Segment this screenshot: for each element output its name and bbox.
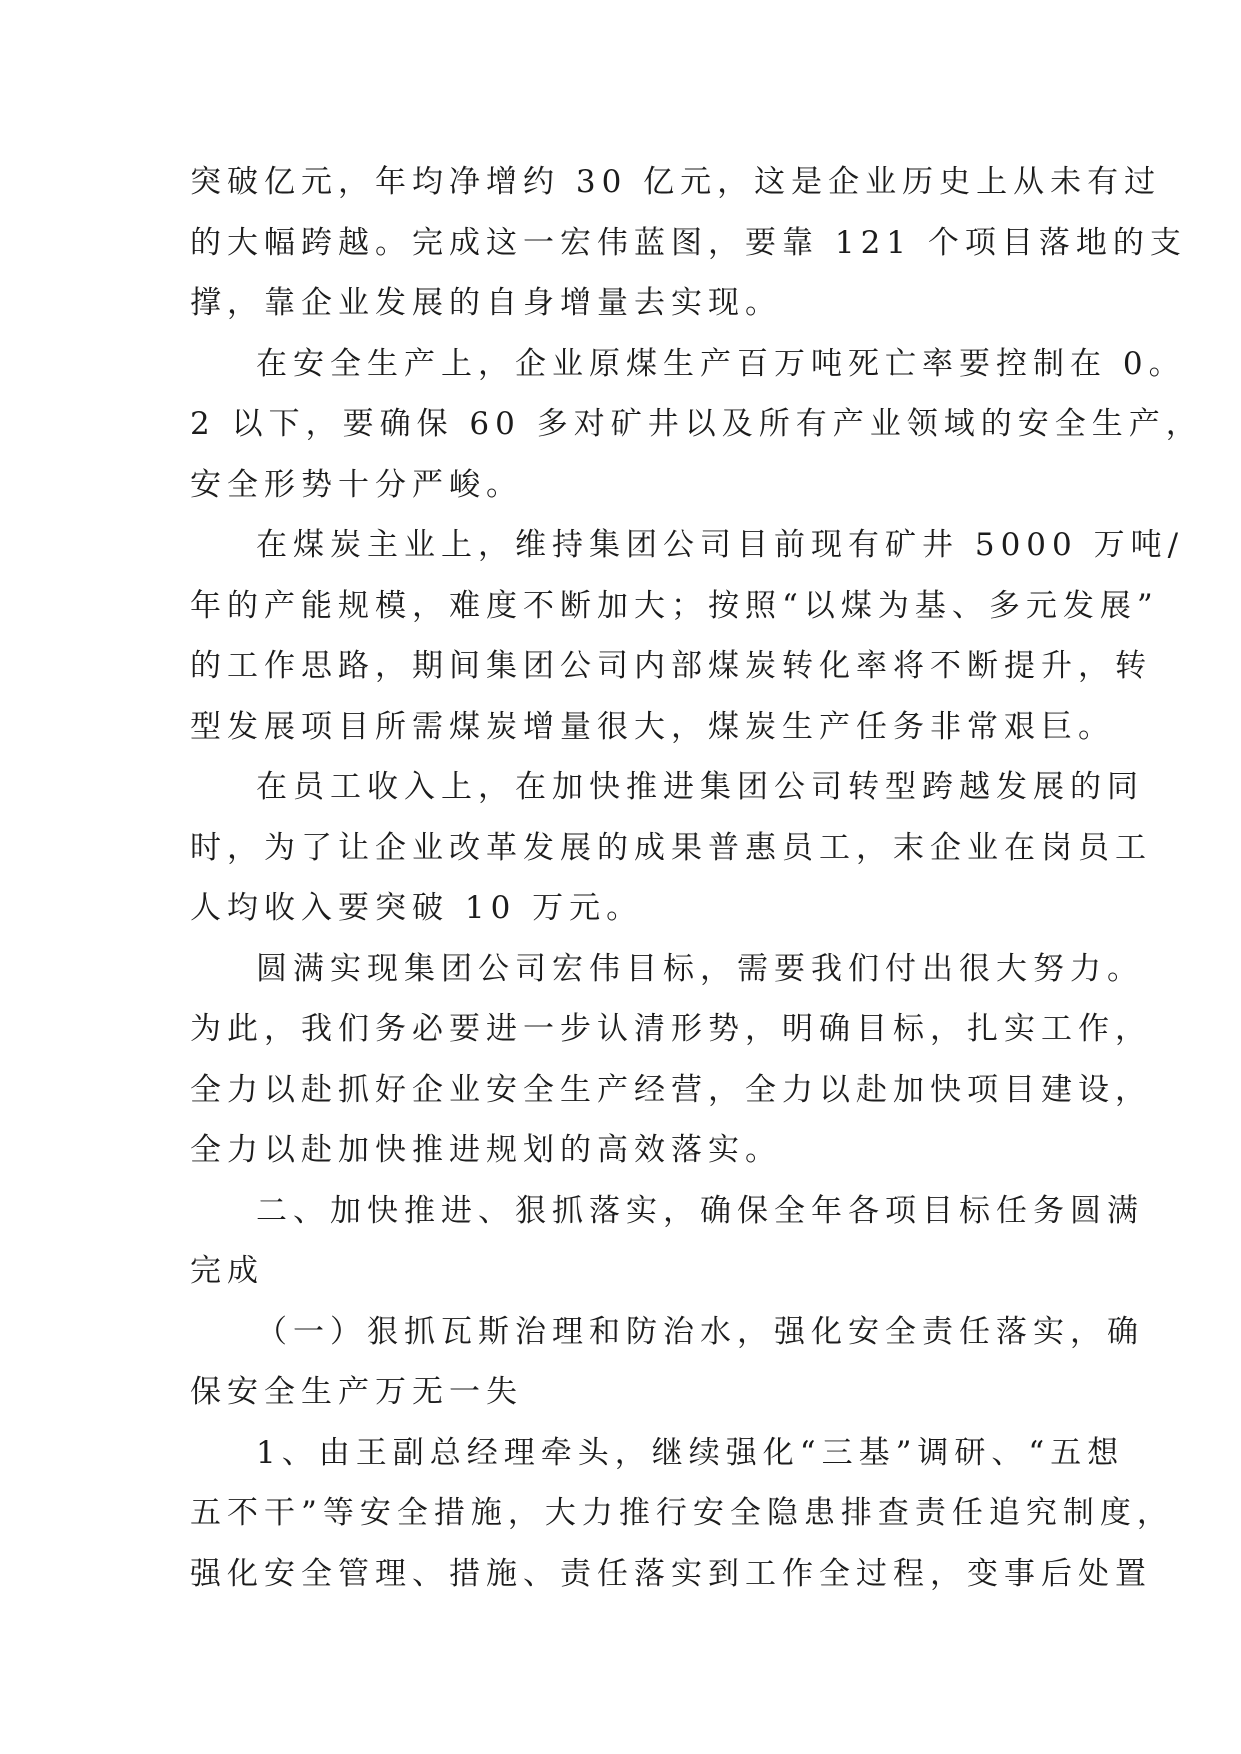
text-line: 全力以赴抓好企业安全生产经营，全力以赴加快项目建设， bbox=[190, 1071, 1152, 1108]
paragraph-start-line: 圆满实现集团公司宏伟目标，需要我们付出很大努力。 bbox=[256, 950, 1144, 987]
text-line: 时，为了让企业改革发展的成果普惠员工，末企业在岗员工 bbox=[190, 829, 1152, 866]
text-line: 的大幅跨越。完成这一宏伟蓝图，要靠 121 个项目落地的支 bbox=[190, 224, 1187, 261]
section-heading-line: 完成 bbox=[190, 1253, 264, 1289]
text-line: 撑，靠企业发展的自身增量去实现。 bbox=[190, 285, 782, 321]
body-text bbox=[190, 152, 1203, 1604]
paragraph-start-line: 1、由王副总经理牵头，继续强化“三基”调研、“五想 bbox=[256, 1434, 1125, 1471]
text-line: 五不干”等安全措施，大力推行安全隐患排查责任追究制度， bbox=[190, 1495, 1174, 1531]
text-line: 的工作思路，期间集团公司内部煤炭转化率将不断提升，转 bbox=[190, 648, 1152, 684]
section-heading-line: 二、加快推进、狠抓落实，确保全年各项目标任务圆满 bbox=[256, 1192, 1144, 1229]
paragraph-start-line: 在煤炭主业上，维持集团公司目前现有矿井 5000 万吨/ bbox=[256, 527, 1185, 563]
text-line: 2 以下，要确保 60 多对矿井以及所有产业领域的安全生产， bbox=[190, 406, 1203, 442]
text-line: 人均收入要突破 10 万元。 bbox=[190, 890, 644, 926]
text-line: 强化安全管理、措施、责任落实到工作全过程，变事后处置 bbox=[190, 1555, 1152, 1592]
text-line: 年的产能规模，难度不断加大；按照“以煤为基、多元发展” bbox=[190, 587, 1159, 624]
subsection-heading-line: （一）狠抓瓦斯治理和防治水，强化安全责任落实，确 bbox=[256, 1313, 1144, 1350]
subsection-heading-line: 保安全生产万无一失 bbox=[190, 1374, 523, 1410]
text-line: 全力以赴加快推进规划的高效落实。 bbox=[190, 1132, 782, 1168]
text-line: 突破亿元，年均净增约 30 亿元，这是企业历史上从未有过 bbox=[190, 164, 1162, 200]
text-line: 安全形势十分严峻。 bbox=[190, 466, 523, 503]
text-line: 型发展项目所需煤炭增量很大，煤炭生产任务非常艰巨。 bbox=[190, 708, 1115, 745]
text-line: 为此，我们务必要进一步认清形势，明确目标，扎实工作， bbox=[190, 1011, 1152, 1047]
paragraph-start-line: 在安全生产上，企业原煤生产百万吨死亡率要控制在 0。 bbox=[256, 345, 1186, 382]
paragraph-start-line: 在员工收入上，在加快推进集团公司转型跨越发展的同 bbox=[256, 769, 1144, 805]
